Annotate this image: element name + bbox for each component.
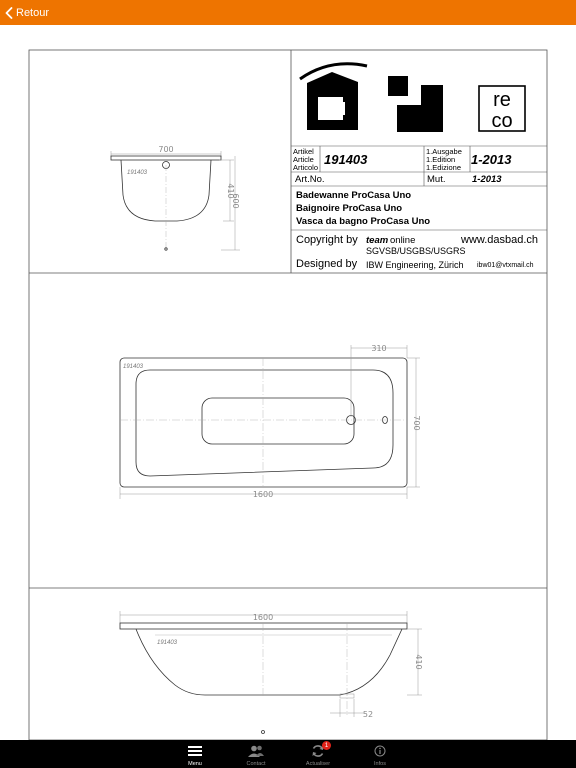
- mut-label: Mut.: [427, 174, 446, 185]
- svg-text:co: co: [491, 110, 513, 132]
- front-width-dim: 700: [158, 145, 174, 154]
- side-part-label: 191403: [157, 640, 178, 646]
- top-drain-offset-dim: 310: [371, 344, 387, 353]
- website-link[interactable]: www.dasbad.ch: [461, 234, 539, 246]
- tab-menu[interactable]: [165, 740, 225, 768]
- notification-badge: 1: [322, 741, 331, 750]
- designer-name: IBW Engineering, Zürich: [366, 260, 464, 270]
- edition-value: 1-2013: [471, 152, 512, 167]
- edition-label-de: 1.Ausgabe: [426, 147, 462, 156]
- side-view: [120, 611, 422, 734]
- copyright-brand: team: [366, 235, 389, 246]
- associations: SGVSB/USGBS/USGRS: [366, 246, 466, 256]
- artikel-label-it: Articolo: [293, 163, 319, 172]
- side-length-dim: 1600: [252, 613, 274, 622]
- contacts-icon: [247, 743, 265, 759]
- company-logo: [300, 64, 443, 132]
- copyright-brand-suffix: online: [390, 235, 416, 246]
- refresh-icon: [311, 742, 329, 759]
- tab-contact-label: Contact: [246, 761, 266, 767]
- article-number: 191403: [324, 152, 368, 167]
- technical-drawing-sheet[interactable]: [0, 25, 576, 740]
- chevron-left-icon: [5, 7, 13, 19]
- side-depth-dim: 410: [414, 654, 423, 670]
- designed-label: Designed by: [296, 258, 358, 270]
- tab-infos[interactable]: [350, 740, 410, 768]
- tab-actualiser[interactable]: [288, 740, 348, 768]
- top-part-label: 191403: [123, 364, 144, 370]
- copyright-label: Copyright by: [296, 234, 358, 246]
- drawing-canvas: [0, 25, 576, 740]
- tab-actualiser-label: Actualiser: [305, 761, 331, 767]
- mut-value: 1-2013: [472, 174, 502, 185]
- top-width-dim: 700: [412, 415, 421, 431]
- front-inner-height-dim: 410: [226, 183, 235, 199]
- info-icon: [374, 743, 386, 759]
- artno-label: Art.No.: [295, 174, 325, 185]
- edition-label-it: 1.Edizione: [426, 163, 462, 172]
- top-length-dim: 1600: [252, 490, 274, 499]
- artikel-label-de: Artikel: [293, 147, 314, 156]
- artikel-label-fr: Article: [293, 155, 314, 164]
- designer-email[interactable]: ibw01@vtxmail.ch: [477, 262, 534, 269]
- product-name-it: Vasca da bagno ProCasa Uno: [296, 216, 431, 227]
- front-total-height-dim: 600: [231, 193, 240, 209]
- front-view: [111, 151, 240, 250]
- back-label: Retour: [16, 6, 50, 19]
- tab-contact[interactable]: [226, 740, 286, 768]
- reco-logo: [479, 86, 525, 132]
- menu-icon: [187, 743, 203, 759]
- tab-menu-label: Menu: [188, 761, 202, 767]
- side-foot-dim: 52: [362, 710, 374, 719]
- tab-bar: [0, 740, 576, 768]
- edition-label-fr: 1.Edition: [426, 155, 456, 164]
- front-part-label: 191403: [127, 170, 148, 176]
- tab-infos-label: Infos: [374, 761, 386, 767]
- top-view: [120, 345, 420, 499]
- back-button[interactable]: [5, 0, 49, 25]
- product-name-fr: Baignoire ProCasa Uno: [296, 203, 403, 214]
- svg-text:re: re: [493, 89, 511, 111]
- navigation-bar: [0, 0, 576, 25]
- product-name-de: Badewanne ProCasa Uno: [296, 190, 412, 201]
